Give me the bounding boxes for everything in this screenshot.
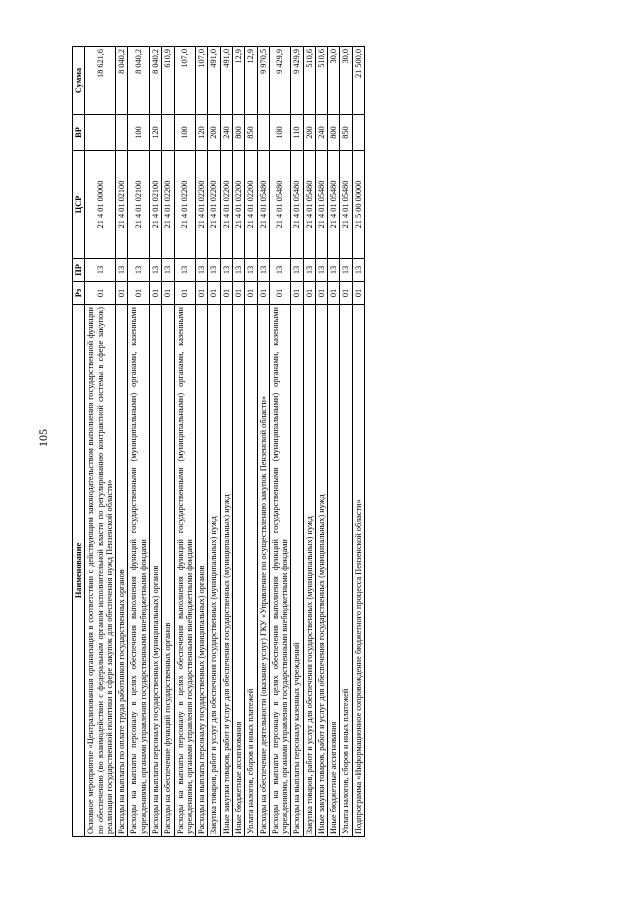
cell-csr: 21 4 01 02200 xyxy=(232,151,244,259)
cell-name: Расходы на выплаты персоналу государственных (муниципальных) органов xyxy=(149,305,161,837)
cell-pr: 13 xyxy=(328,259,340,282)
cell-vr: 800 xyxy=(328,115,340,151)
cell-sum: 9 429,9 xyxy=(269,47,291,115)
cell-csr: 21 4 01 05480 xyxy=(328,151,340,259)
cell-rz: 01 xyxy=(162,282,174,305)
cell-csr: 21 4 01 05480 xyxy=(291,151,303,259)
cell-pr: 13 xyxy=(208,259,220,282)
cell-sum: 8 040,2 xyxy=(149,47,161,115)
cell-rz: 01 xyxy=(269,282,291,305)
cell-pr: 13 xyxy=(196,259,208,282)
cell-sum: 491,0 xyxy=(220,47,232,115)
cell-csr: 21 4 01 02100 xyxy=(128,151,150,259)
header-name: Наименование xyxy=(73,305,85,837)
table-row xyxy=(245,47,257,837)
cell-csr: 21 4 01 05480 xyxy=(257,151,269,259)
cell-rz: 01 xyxy=(328,282,340,305)
cell-vr: 100 xyxy=(128,115,150,151)
cell-pr: 13 xyxy=(315,259,327,282)
header-vr: ВР xyxy=(73,115,85,151)
cell-rz: 01 xyxy=(352,282,364,305)
cell-pr: 13 xyxy=(257,259,269,282)
budget-table xyxy=(72,46,365,837)
cell-name: Уплата налогов, сборов и иных платежей xyxy=(340,305,352,837)
table-row xyxy=(116,47,128,837)
cell-sum: 610,9 xyxy=(162,47,174,115)
cell-sum: 9 970,5 xyxy=(257,47,269,115)
cell-csr: 21 4 01 02200 xyxy=(208,151,220,259)
cell-name: Подпрограмма «Информационное сопровождение бюджетного процесса Пензенской области» xyxy=(352,305,364,837)
cell-pr: 13 xyxy=(85,259,116,282)
cell-csr: 21 4 01 05480 xyxy=(303,151,315,259)
cell-pr: 13 xyxy=(220,259,232,282)
table-row xyxy=(257,47,269,837)
cell-pr: 13 xyxy=(269,259,291,282)
cell-sum: 8 040,2 xyxy=(128,47,150,115)
cell-csr: 21 4 01 05480 xyxy=(315,151,327,259)
table-row xyxy=(328,47,340,837)
cell-vr: 120 xyxy=(196,115,208,151)
table-row xyxy=(208,47,220,837)
cell-name: Закупка товаров, работ и услуг для обеспечения государственных (муниципальных) нужд xyxy=(208,305,220,837)
cell-name: Иные закупки товаров, работ и услуг для обеспечения государственных (муниципальных) нужд xyxy=(315,305,327,837)
table-row xyxy=(85,47,116,837)
cell-rz: 01 xyxy=(291,282,303,305)
table-header-row xyxy=(73,47,85,837)
cell-rz: 01 xyxy=(196,282,208,305)
cell-pr: 13 xyxy=(128,259,150,282)
cell-pr: 13 xyxy=(352,259,364,282)
cell-sum: 9 429,9 xyxy=(291,47,303,115)
cell-csr: 21 4 01 00000 xyxy=(85,151,116,259)
cell-csr: 21 4 01 02200 xyxy=(220,151,232,259)
cell-rz: 01 xyxy=(116,282,128,305)
cell-rz: 01 xyxy=(245,282,257,305)
cell-vr xyxy=(116,115,128,151)
table-row xyxy=(352,47,364,837)
cell-vr: 100 xyxy=(269,115,291,151)
cell-csr: 21 5 00 00000 xyxy=(352,151,364,259)
table-row xyxy=(232,47,244,837)
cell-sum: 510,6 xyxy=(315,47,327,115)
cell-pr: 13 xyxy=(303,259,315,282)
cell-rz: 01 xyxy=(208,282,220,305)
cell-name: Расходы на выплаты по оплате труда работников государственных органов xyxy=(116,305,128,837)
table-row xyxy=(196,47,208,837)
table-row xyxy=(291,47,303,837)
cell-rz: 01 xyxy=(315,282,327,305)
table-row xyxy=(269,47,291,837)
cell-vr: 110 xyxy=(291,115,303,151)
cell-name: Основное мероприятие «Централизованная организация в соответствии с действующим законодательством выполнения государственной функции по обеспечению (во взаимодействии с федеральным органом исполнительной власти по регулированию контрактной системы в сфере закупок) реализации государственной политики в сфере закупок для обеспечения нужд Пензенской области» xyxy=(85,305,116,837)
cell-csr: 21 4 01 02200 xyxy=(196,151,208,259)
cell-pr: 13 xyxy=(245,259,257,282)
cell-vr: 850 xyxy=(245,115,257,151)
cell-vr: 200 xyxy=(303,115,315,151)
cell-csr: 21 4 01 05480 xyxy=(269,151,291,259)
cell-vr: 800 xyxy=(232,115,244,151)
cell-rz: 01 xyxy=(128,282,150,305)
cell-pr: 13 xyxy=(162,259,174,282)
cell-name: Уплата налогов, сборов и иных платежей xyxy=(245,305,257,837)
cell-rz: 01 xyxy=(174,282,196,305)
cell-pr: 13 xyxy=(174,259,196,282)
table-row xyxy=(220,47,232,837)
table-row xyxy=(340,47,352,837)
table-row xyxy=(303,47,315,837)
cell-vr xyxy=(352,115,364,151)
cell-rz: 01 xyxy=(220,282,232,305)
cell-name: Расходы на обеспечение деятельности (оказание услуг) ГКУ «Управление по осуществлению закупок Пензенской области» xyxy=(257,305,269,837)
cell-vr: 100 xyxy=(174,115,196,151)
page-number: 105 xyxy=(36,429,50,447)
header-csr: ЦСР xyxy=(73,151,85,259)
cell-name: Иные бюджетные ассигнования xyxy=(328,305,340,837)
cell-csr: 21 4 01 02200 xyxy=(162,151,174,259)
cell-sum: 21 500,0 xyxy=(352,47,364,115)
cell-vr xyxy=(85,115,116,151)
table-row xyxy=(174,47,196,837)
cell-name: Закупка товаров, работ и услуг для обеспечения государственных (муниципальных) нужд xyxy=(303,305,315,837)
cell-vr xyxy=(162,115,174,151)
cell-name: Иные бюджетные ассигнования xyxy=(232,305,244,837)
table-row xyxy=(128,47,150,837)
cell-sum: 107,0 xyxy=(174,47,196,115)
cell-sum: 8 040,2 xyxy=(116,47,128,115)
cell-csr: 21 4 01 02200 xyxy=(245,151,257,259)
cell-rz: 01 xyxy=(257,282,269,305)
header-sum: Сумма xyxy=(73,47,85,115)
cell-name: Расходы на выплаты персоналу в целях обеспечения выполнения функций государственными (муниципальными) органами, казенными учреждениями, органами управления государственными внебюджетными фондами xyxy=(128,305,150,837)
cell-sum: 30,0 xyxy=(340,47,352,115)
cell-rz: 01 xyxy=(232,282,244,305)
cell-rz: 01 xyxy=(340,282,352,305)
cell-csr: 21 4 01 02200 xyxy=(174,151,196,259)
cell-sum: 12,9 xyxy=(232,47,244,115)
cell-csr: 21 4 01 02100 xyxy=(116,151,128,259)
header-pr: ПР xyxy=(73,259,85,282)
cell-name: Иные закупки товаров, работ и услуг для обеспечения государственных (муниципальных) нужд xyxy=(220,305,232,837)
rotated-table-container xyxy=(72,47,532,837)
cell-vr: 240 xyxy=(315,115,327,151)
cell-vr: 850 xyxy=(340,115,352,151)
cell-name: Расходы на выплаты персоналу государственных (муниципальных) органов xyxy=(196,305,208,837)
table-row xyxy=(315,47,327,837)
cell-pr: 13 xyxy=(340,259,352,282)
cell-pr: 13 xyxy=(232,259,244,282)
cell-sum: 510,6 xyxy=(303,47,315,115)
table-row xyxy=(149,47,161,837)
cell-name: Расходы на выплаты персоналу казенных учреждений xyxy=(291,305,303,837)
cell-name: Расходы на обеспечение функций государственных органов xyxy=(162,305,174,837)
cell-vr: 120 xyxy=(149,115,161,151)
cell-sum: 30,0 xyxy=(328,47,340,115)
cell-csr: 21 4 01 02100 xyxy=(149,151,161,259)
cell-name: Расходы на выплаты персоналу в целях обеспечения выполнения функций государственными (муниципальными) органами, казенными учреждениями, органами управления государственными внебюджетными фондами xyxy=(269,305,291,837)
cell-pr: 13 xyxy=(116,259,128,282)
cell-sum: 107,0 xyxy=(196,47,208,115)
cell-vr: 240 xyxy=(220,115,232,151)
cell-vr xyxy=(257,115,269,151)
cell-vr: 200 xyxy=(208,115,220,151)
cell-rz: 01 xyxy=(85,282,116,305)
table-body xyxy=(85,47,365,837)
cell-pr: 13 xyxy=(149,259,161,282)
cell-csr: 21 4 01 05480 xyxy=(340,151,352,259)
header-rz: Рз xyxy=(73,282,85,305)
cell-sum: 12,9 xyxy=(245,47,257,115)
cell-sum: 491,0 xyxy=(208,47,220,115)
cell-pr: 13 xyxy=(291,259,303,282)
cell-rz: 01 xyxy=(303,282,315,305)
table-row xyxy=(162,47,174,837)
cell-name: Расходы на выплаты персоналу в целях обеспечения выполнения функций государственными (муниципальными) органами, казенными учреждениями, органами управления государственными внебюджетными фондами xyxy=(174,305,196,837)
cell-rz: 01 xyxy=(149,282,161,305)
cell-sum: 18 621,6 xyxy=(85,47,116,115)
